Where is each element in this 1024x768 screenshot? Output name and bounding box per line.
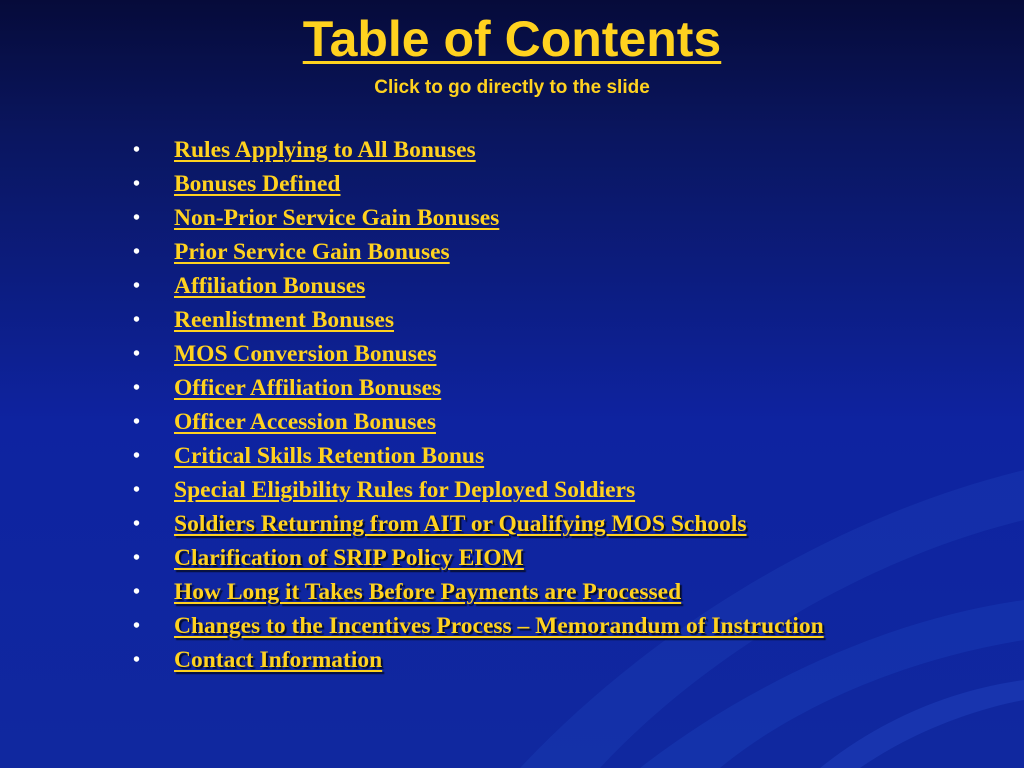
toc-link-officer-affiliation[interactable]: Officer Affiliation Bonuses <box>174 375 442 401</box>
bullet-icon: • <box>133 173 141 195</box>
bullet-icon: • <box>133 275 141 297</box>
toc-link-contact-information[interactable]: Contact Information <box>174 647 383 673</box>
toc-link-ait-mos-schools[interactable]: Soldiers Returning from AIT or Qualifying MOS Schools <box>174 511 747 537</box>
list-item <box>133 201 953 235</box>
bullet-icon: • <box>133 615 141 637</box>
toc-link-prior-service[interactable]: Prior Service Gain Bonuses <box>174 239 450 265</box>
toc-link-payment-timing[interactable]: How Long it Takes Before Payments are Processed <box>174 579 682 605</box>
toc-link-memorandum[interactable]: Changes to the Incentives Process – Memorandum of Instruction <box>174 613 824 639</box>
bullet-icon: • <box>133 343 141 365</box>
list-item <box>133 609 953 643</box>
bullet-icon: • <box>133 139 141 161</box>
slide-title: Table of Contents <box>302 11 722 67</box>
toc-link-mos-conversion[interactable]: MOS Conversion Bonuses <box>174 341 437 367</box>
bullet-icon: • <box>133 547 141 569</box>
list-item <box>133 575 953 609</box>
bullet-icon: • <box>133 207 141 229</box>
bullet-icon: • <box>133 377 141 399</box>
bullet-icon: • <box>133 513 141 535</box>
toc-link-deployed-soldiers[interactable]: Special Eligibility Rules for Deployed Soldiers <box>174 477 636 503</box>
list-item <box>133 167 953 201</box>
list-item <box>133 133 953 167</box>
list-item <box>133 439 953 473</box>
list-item <box>133 235 953 269</box>
slide-subtitle: Click to go directly to the slide <box>374 77 650 98</box>
bullet-icon: • <box>133 445 141 467</box>
list-item <box>133 303 953 337</box>
toc-link-officer-accession[interactable]: Officer Accession Bonuses <box>174 409 436 435</box>
bullet-icon: • <box>133 411 141 433</box>
list-item <box>133 541 953 575</box>
bullet-icon: • <box>133 581 141 603</box>
table-of-contents-list <box>133 133 953 677</box>
bullet-icon: • <box>133 241 141 263</box>
bullet-icon: • <box>133 309 141 331</box>
toc-link-reenlistment[interactable]: Reenlistment Bonuses <box>174 307 394 333</box>
toc-link-non-prior-service[interactable]: Non-Prior Service Gain Bonuses <box>174 205 500 231</box>
bullet-icon: • <box>133 479 141 501</box>
toc-link-critical-skills[interactable]: Critical Skills Retention Bonus <box>174 443 485 469</box>
list-item <box>133 507 953 541</box>
list-item <box>133 405 953 439</box>
toc-link-rules-applying[interactable]: Rules Applying to All Bonuses <box>174 137 476 163</box>
toc-link-affiliation[interactable]: Affiliation Bonuses <box>174 273 366 299</box>
list-item <box>133 643 953 677</box>
list-item <box>133 371 953 405</box>
toc-link-srip-policy[interactable]: Clarification of SRIP Policy EIOM <box>174 545 524 571</box>
list-item <box>133 473 953 507</box>
toc-link-bonuses-defined[interactable]: Bonuses Defined <box>174 171 341 197</box>
list-item <box>133 269 953 303</box>
list-item <box>133 337 953 371</box>
bullet-icon: • <box>133 649 141 671</box>
